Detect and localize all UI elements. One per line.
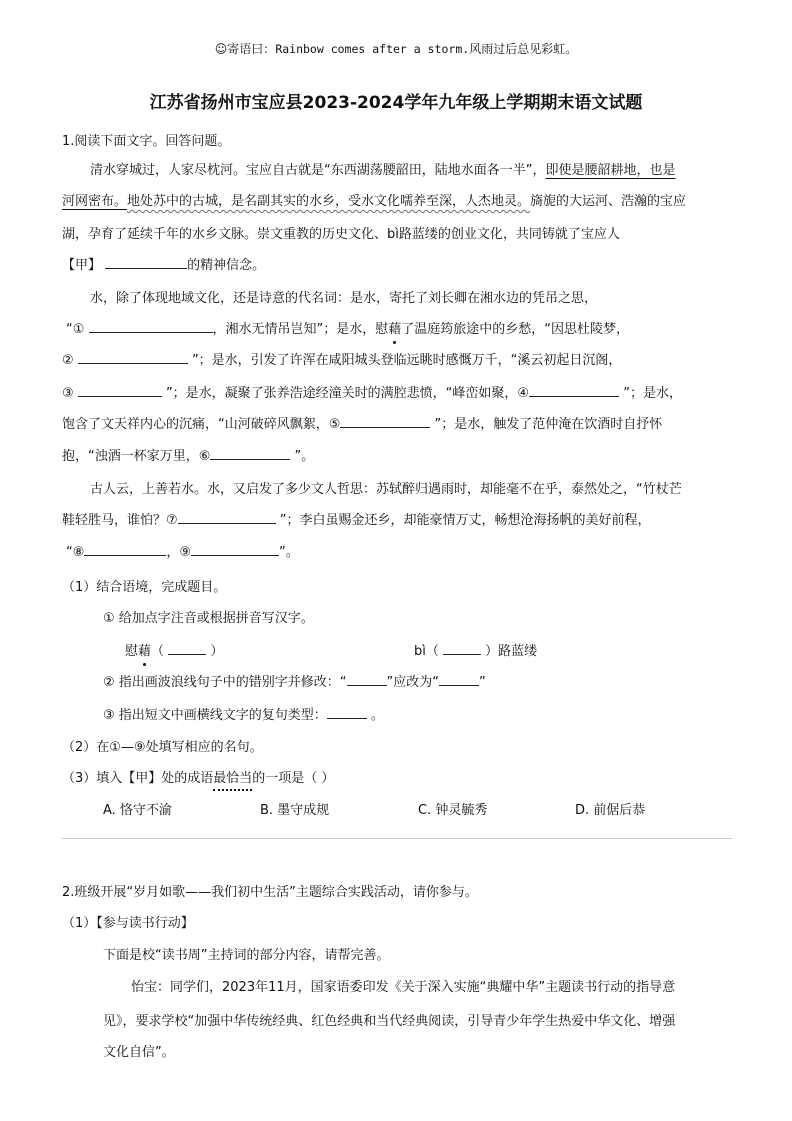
q2-para-line1: 怡宝：同学们，2023年11月，国家语委印发《关于深入实施“典耀中华”主题读书行动的指导意 bbox=[131, 980, 676, 995]
motto-english: Rainbow comes after a storm. bbox=[275, 42, 470, 56]
q1-para2-line3 bbox=[62, 345, 621, 376]
q1-sub1-item3 bbox=[103, 703, 384, 723]
text: ”；是水，凝聚了张养浩途经潼关时的满腔悲愤，“峰峦如聚，④ bbox=[165, 386, 530, 401]
text: ”。 bbox=[279, 545, 299, 560]
q1-para1-line1 bbox=[90, 155, 676, 186]
text: ② 指出画波浪线句子中的错别字并修改：“ bbox=[103, 675, 347, 690]
blank-jia[interactable] bbox=[105, 253, 187, 269]
answer-blank-sentence-type[interactable] bbox=[327, 703, 367, 719]
q1-heading: 1.阅读下面文字。回答问题。 bbox=[62, 134, 231, 149]
wavy-underlined-sentence: 地处苏中的古城，是名副其实的水乡，受水文化嚅养至深，人杰地灵。 bbox=[127, 194, 531, 209]
text: ”；是水， bbox=[623, 386, 682, 401]
emphasis-dotted: 最恰当 bbox=[213, 771, 252, 791]
text: ）路蓝缕 bbox=[485, 644, 538, 659]
q1-para1-line2 bbox=[62, 186, 686, 217]
text: 清水穿城过，人家尽枕河。宝应自古就是“东西湖荡腰韶田，陆地水面各一半”， bbox=[90, 163, 546, 178]
q1-para2-line4 bbox=[62, 378, 682, 409]
answer-blank-correct-char[interactable] bbox=[439, 670, 479, 686]
q2-heading: 2.班级开展“岁月如歌——我们初中生活”主题综合实践活动，请你参与。 bbox=[62, 885, 478, 900]
q1-sub2: （2）在①—⑨处填写相应的名句。 bbox=[62, 740, 263, 755]
option-b[interactable]: B. 墨守成规 bbox=[260, 803, 330, 818]
q2-para-line3: 文化自信”。 bbox=[103, 1045, 175, 1060]
q1-para1-line4 bbox=[62, 250, 265, 281]
text: 的精神信念。 bbox=[187, 258, 266, 273]
text: ，湘水无情吊岂知”；是水，慰 bbox=[212, 322, 389, 337]
q2-sub1: （1）【参与读书行动】 bbox=[62, 916, 194, 931]
text: 饱含了文天祥内心的沉痛，“山河破碎风飘絮，⑤ bbox=[62, 417, 341, 432]
q1-para2-line2 bbox=[66, 314, 629, 345]
text: （3）填入【甲】处的成语 bbox=[62, 771, 214, 786]
text: ③ 指出短文中画横线文字的复句类型： bbox=[103, 708, 327, 723]
q1-para2-line6 bbox=[62, 441, 314, 472]
text: ”应改为“ bbox=[386, 675, 440, 690]
q1-para1-line3: 湖，孕育了延续千年的水乡文脉。崇文重教的历史文化、bì路蓝缕的创业文化，共同铸就了宝应人 bbox=[62, 227, 620, 242]
text: ，⑨ bbox=[166, 545, 192, 560]
q1-sub1-item2 bbox=[103, 670, 486, 690]
q1-para3-line3 bbox=[66, 537, 299, 568]
blank-5[interactable] bbox=[340, 412, 430, 428]
dotted-char: 藉 bbox=[388, 322, 402, 337]
q1-sub1-word2 bbox=[414, 639, 537, 659]
q1-para3-line2 bbox=[62, 505, 651, 536]
text: ） bbox=[210, 644, 224, 659]
q2-intro: 下面是校“读书周”主持词的部分内容，请帮完善。 bbox=[103, 948, 390, 963]
blank-2[interactable] bbox=[78, 348, 188, 364]
option-d[interactable]: D. 前倨后恭 bbox=[575, 803, 646, 818]
text: 鞋轻胜马，谁怕？⑦ bbox=[62, 513, 178, 528]
text: 抱，“浊酒一杯家万里，⑥ bbox=[62, 449, 211, 464]
text: ”；是水，触发了范仲淹在饮酒时自抒怀 bbox=[434, 417, 663, 432]
motto-prefix: ☺寄语曰： bbox=[214, 42, 276, 56]
q1-para2-line1: 水，除了体现地域文化，还是诗意的代名词：是水，寄托了刘长卿在湘水边的凭吊之思， bbox=[90, 291, 598, 306]
text: “① bbox=[66, 322, 85, 337]
motto-chinese: 风雨过后总见彩虹。 bbox=[469, 42, 578, 56]
blank-6[interactable] bbox=[210, 444, 290, 460]
answer-blank-wrong-char[interactable] bbox=[347, 670, 387, 686]
exam-title: 江苏省扬州市宝应县2023-2024学年九年级上学期期末语文试题 bbox=[149, 93, 643, 113]
q2-para-line2: 见》，要求学校“加强中华传统经典、红色经典和当代经典阅读，引导青少年学生热爱中华文化、增强 bbox=[103, 1014, 676, 1029]
text: ”；李白虽赐金还乡，却能豪情万丈，畅想沧海扬帆的美好前程， bbox=[279, 513, 651, 528]
blank-3[interactable] bbox=[78, 381, 162, 397]
text: （ bbox=[151, 644, 165, 659]
answer-blank-pinyin[interactable] bbox=[168, 639, 206, 655]
text: ② bbox=[62, 353, 74, 368]
text: ③ bbox=[62, 386, 74, 401]
jia-marker: 【甲】 bbox=[62, 258, 102, 273]
blank-4[interactable] bbox=[529, 381, 619, 397]
blank-8[interactable] bbox=[84, 540, 166, 556]
q1-para2-line5 bbox=[62, 409, 662, 440]
q1-sub1-word1 bbox=[125, 639, 223, 659]
q1-sub1-label: （1）结合语境，完成题目。 bbox=[62, 580, 227, 595]
text: 的一项是（ ） bbox=[252, 771, 335, 786]
answer-blank-hanzi[interactable] bbox=[443, 639, 481, 655]
dotted-char: 藉 bbox=[138, 644, 152, 659]
option-a[interactable]: A. 恪守不渝 bbox=[103, 803, 172, 818]
blank-9[interactable] bbox=[191, 540, 279, 556]
page-header-motto bbox=[0, 40, 792, 57]
text: ” bbox=[479, 675, 486, 690]
q1-sub3 bbox=[62, 767, 334, 786]
text: ”。 bbox=[294, 449, 315, 464]
underlined-clause-end: 河网密布。 bbox=[62, 194, 128, 209]
text: 。 bbox=[370, 708, 384, 723]
text: 慰 bbox=[125, 644, 139, 659]
option-c[interactable]: C. 钟灵毓秀 bbox=[418, 803, 488, 818]
q1-sub1-item1: ① 给加点字注音或根据拼音写汉字。 bbox=[103, 611, 314, 626]
q1-para3-line1: 古人云，上善若水。水，又启发了多少文人哲思：苏轼醉归遇雨时，却能毫不在乎，泰然处之，“竹杖芒 bbox=[90, 482, 682, 497]
underlined-clause: 即使是腰韶耕地，也是 bbox=[545, 163, 676, 178]
text: ”；是水，引发了许浑在咸阳城头登临远眺时感慨万千，“溪云初起日沉阁， bbox=[191, 353, 622, 368]
blank-1[interactable] bbox=[89, 317, 213, 333]
blank-7[interactable] bbox=[178, 508, 276, 524]
text: 旖旎的大运河、浩瀚的宝应 bbox=[530, 194, 687, 209]
text: “⑧ bbox=[66, 545, 85, 560]
question-divider bbox=[62, 838, 732, 839]
text: bì（ bbox=[414, 644, 439, 659]
text: 了温庭筠旅途中的乡愁，“因思杜陵梦， bbox=[401, 322, 630, 337]
